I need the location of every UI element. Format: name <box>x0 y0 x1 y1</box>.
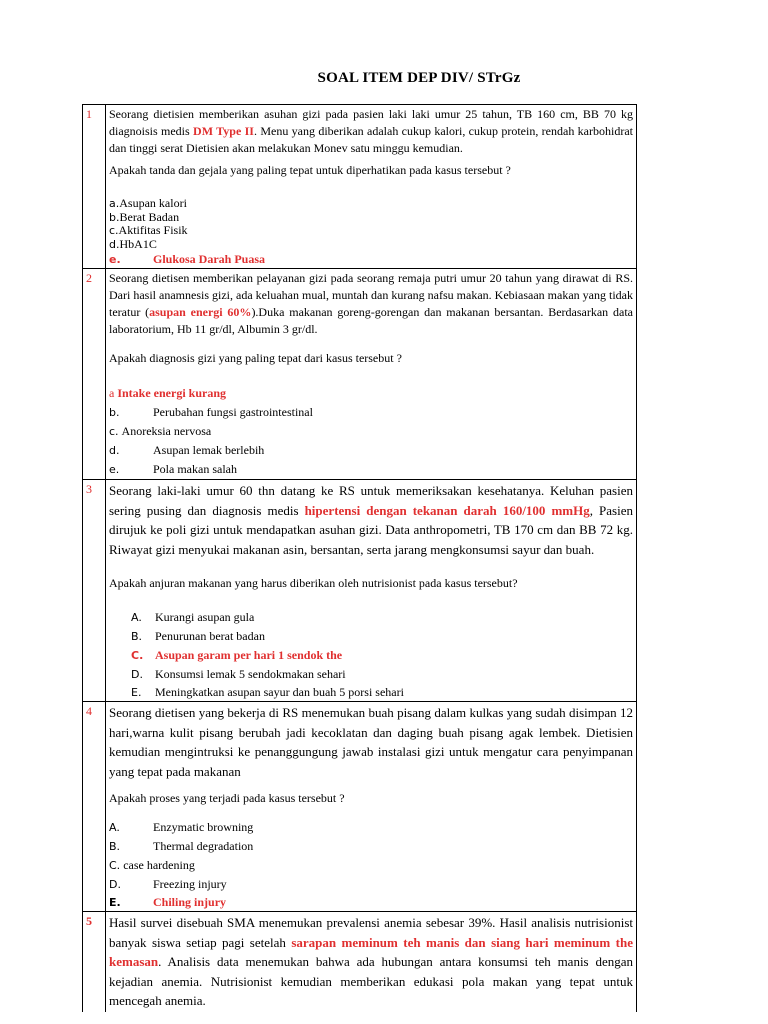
question-number: 4 <box>82 702 106 911</box>
option-d[interactable]: d. Asupan lemak berlebih <box>109 443 265 457</box>
question-text: Apakah diagnosis gizi yang paling tepat dari kasus tersebut ? <box>109 351 402 365</box>
question-row-5 <box>82 912 637 1012</box>
option-b[interactable]: b. Berat Badan <box>109 209 180 224</box>
question-table <box>82 104 637 1012</box>
question-text: Apakah proses yang terjadi pada kasus tersebut ? <box>109 791 345 805</box>
option-c[interactable]: c. Anoreksia nervosa <box>109 424 212 438</box>
option-a[interactable]: A. Kurangi asupan gula <box>131 610 255 624</box>
question-cell <box>106 480 637 701</box>
option-b[interactable]: b. Perubahan fungsi gastrointestinal <box>109 405 313 419</box>
question-cell <box>106 105 637 268</box>
answer-options <box>109 818 633 911</box>
option-e-correct[interactable]: E. Chiling injury <box>109 895 227 909</box>
question-text: Apakah anjuran makanan yang harus diberikan oleh nutrisionist pada kasus tersebut? <box>109 576 518 590</box>
case-text: Seorang dietisen memberikan pelayanan gizi pada seorang remaja putri umur 20 tahun yang dirawat di RS. Dari hasil anamnesis gizi, ada keluahan mual, muntah dan kurang nafsu makan. Kebiasaan makan yang tidak teratur (asupan energi 60%).Duka makanan goreng-gorengan dan makanan bersantan. Berdasarkan data laboratorium, Hb 11 gr/dl, Albumin 3 gr/dl. <box>109 271 633 336</box>
question-cell <box>106 269 637 479</box>
option-a[interactable]: A. Enzymatic browning <box>109 820 254 834</box>
case-text: Seorang dietisien memberikan asuhan gizi pada pasien laki laki umur 25 tahun, TB 160 cm, BB 70 kg diagnoisis medis DM Type II. Menu yang diberikan adalah cukup kalori, cukup protein, rendah karbohidrat dan tinggi serat Dietisien akan melakukan Monev satu minggu kemudian. <box>109 107 633 155</box>
question-number: 5 <box>82 912 106 1012</box>
question-text: Apakah tanda dan gejala yang paling tepat untuk diperhatikan pada kasus tersebut ? <box>109 163 511 177</box>
option-e-correct[interactable]: e. Glukosa Darah Puasa <box>109 252 266 266</box>
question-row-1 <box>82 105 637 269</box>
case-text: Seorang laki-laki umur 60 thn datang ke RS untuk memeriksakan kesehatanya. Keluhan pasien sering pusing dan diagnosis medis hipertensi dengan tekanan darah 160/100 mmHg, Pasien dirujuk ke poli gizi untuk mendapatkan asuhan gizi. Data anthropometri, TB 170 cm dan BB 72 kg. Riwayat gizi menyukai makanan asin, bersantan, serta jarang mengkonsumsi sayur dan buah. <box>109 483 633 557</box>
option-d[interactable]: D. Konsumsi lemak 5 sendokmakan sehari <box>131 667 346 681</box>
question-row-4 <box>82 702 637 912</box>
case-text: Hasil survei disebuah SMA menemukan prevalensi anemia sebesar 39%. Hasil analisis nutrisionist banyak siswa setiap pagi setelah sarapan meminum teh manis dan siang hari meminum the kemasan. Analisis data menemukan bahwa ada hubungan antara konsumsi teh manis dengan kejadian anemia. Nutrisionist kemudian memberikan edukasi pola makan yang tepat untuk mencegah anemia. <box>109 915 633 1008</box>
question-cell <box>106 912 637 1012</box>
option-a-correct[interactable]: a Intake energi kurang <box>109 386 227 400</box>
question-number: 3 <box>82 480 106 701</box>
option-e[interactable]: e. Pola makan salah <box>109 462 237 476</box>
option-b[interactable]: B. Thermal degradation <box>109 839 254 853</box>
question-number: 1 <box>82 105 106 268</box>
question-row-2 <box>82 269 637 480</box>
option-e[interactable]: E. Meningkatkan asupan sayur dan buah 5 porsi sehari <box>131 685 404 699</box>
option-c[interactable]: C. case hardening <box>109 858 195 872</box>
option-d[interactable]: d. HbA1C <box>109 236 157 251</box>
answer-options <box>109 608 633 701</box>
option-c-correct[interactable]: C. Asupan garam per hari 1 sendok the <box>131 648 343 662</box>
case-text: Seorang dietisen yang bekerja di RS menemukan buah pisang dalam kulkas yang sudah disimpan 12 hari,warna kulit pisang berubah jadi kecoklatan dan daging buah pisang agak lembek. Dietisien kemudian mengintruksi ke penanggungung jawab instalasi gizi untuk mengatur cara penyimpanan yang tepat pada makanan <box>109 705 633 779</box>
option-b[interactable]: B. Penurunan berat badan <box>131 629 265 643</box>
answer-options <box>109 197 633 268</box>
question-number: 2 <box>82 269 106 479</box>
option-a[interactable]: a. Asupan kalori <box>109 196 187 210</box>
option-c[interactable]: c. Aktifitas Fisik <box>109 223 188 237</box>
option-d[interactable]: D. Freezing injury <box>109 877 227 891</box>
question-cell <box>106 702 637 911</box>
question-row-3 <box>82 480 637 702</box>
page-title: SOAL ITEM DEP DIV/ STrGz <box>317 70 521 86</box>
answer-options <box>109 384 633 479</box>
